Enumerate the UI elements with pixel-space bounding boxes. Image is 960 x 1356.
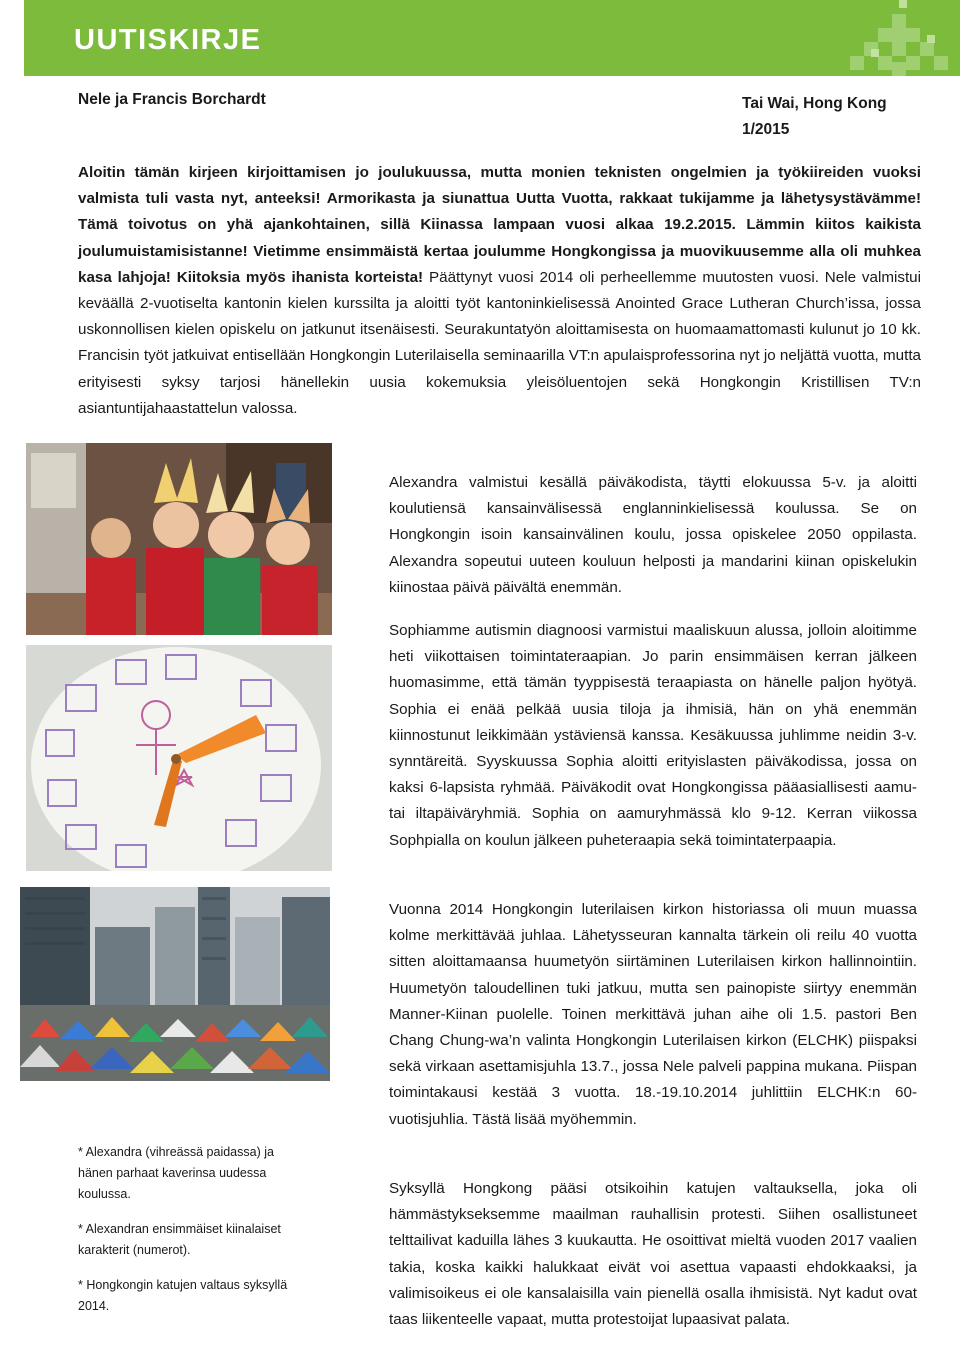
- intro-paragraph: [78, 160, 921, 422]
- caption-children: * Alexandra (vihreässä paidassa) ja hänen parhaat kaverinsa uudessa koulussa.: [78, 1145, 274, 1201]
- photo-captions: [78, 1142, 293, 1331]
- location-issue: [742, 91, 887, 143]
- pixel-cross-decoration-icon: [840, 0, 960, 76]
- paper-clock-photo: [26, 645, 332, 871]
- paragraph-protest: Syksyllä Hongkong pääsi otsikoihin katujen valtauksella, joka oli hämmästykseksemme maailman rauhallisin protesti. Siihen osallistuneet telttailivat kaduilla lähes 3 kuukautta. He osoittivat mieltä vuoden 2017 vaalien takia, koska kaikki halukkaat eivät voi asettua vapaasti ehdokkaaksi, ja valimisoikeus ei ole kansalaisilla vain pienellä osalla ihmisistä. Nyt kadut ovat taas liikenteelle vapaat, mutta protestoijat lupaasivat palata.: [389, 1180, 917, 1329]
- children-photo: [26, 443, 332, 635]
- paragraph-sophia: Sophiamme autismin diagnoosi varmistui maaliskuun alussa, jolloin aloitimme heti viikottaisen toimintateraapian. Jo parin ensimmäisen kerran jälkeen huomasimme, että tämän tyyppisestä teraapiasta on hänelle paljon hyötyä. Sophia ei enää pelkää uusia tiloja ja ihmisiä, hän on yhä enemmän kiinnostunut leikkimään ystäviensä kanssa. Kesäkuussa juhlimme neidin 3-v. synntäreitä. Syyskuussa Sophia aloitti erityislasten päiväkodissa, jossa on kaksi 6-lapsista ryhmää. Päiväkodit ovat Hongkongissa pääasiallisesti aamu- tai iltapäiväryhmiä. Sophia on aamuryhmässä klo 9-12. Kerran viikossa Sophpialla on koulun jälkeen puheteraapia sekä toimintaterpaapia.: [389, 622, 917, 849]
- newsletter-banner: [24, 0, 960, 76]
- issue-number: 1/2015: [742, 121, 790, 138]
- caption-characters: * Alexandran ensimmäiset kiinalaiset karakterit (numerot).: [78, 1222, 281, 1257]
- intro-normal-text: Päättynyt vuosi 2014 oli perheellemme muutosten vuosi. Nele valmistui keväällä 2-vuotiselta kantonin kielen kurssilta ja aloitti työt kantoninkielisessä Anointed Grace Lutheran Church’issa, jossa uskonnollisen kielen opiskelu on jatkunut itsenäisesti. Seurakuntatyön aloittamisesta on huomaamattomasti kulunut jo 10 kk. Francisin työt jatkuivat entisellään Hongkongin Luterilaisella seminaarilla VT:n apulaisprofessorina nyt jo neljättä vuotta, mutta erityisesti syksy tarjosi hänellekin uusia kokemuksia yleisöluentojen sekä Hongkongin Kristillisen TV:n asiantuntijahaastattelun valossa.: [78, 268, 921, 417]
- location: Tai Wai, Hong Kong: [742, 95, 887, 112]
- newsletter-title: UUTISKIRJE: [74, 24, 262, 56]
- intro-bold-text: Aloitin tämän kirjeen kirjoittamisen jo joulukuussa, mutta monien teknisten ongelmien ja työkiireiden vuoksi valmista tuli vasta nyt, anteeksi! Armorikasta ja siunattua Uutta Vuotta, rakkaat tukijamme ja lähetysystävämme! Tämä toivotus on yhä ajankohtainen, sillä Kiinassa lampaan vuosi alkaa 19.2.2015. Lämmin kiitos kaikista joulumuistamisistanne! Vietimme ensimmäistä kertaa joulumme Hongkongissa ja muovikuusemme alla oli muhkea kasa lahjoja! Kiitoksia myös ihanista korteista!: [78, 164, 921, 286]
- authors: Nele ja Francis Borchardt: [78, 91, 266, 108]
- paragraph-alexandra: Alexandra valmistui kesällä päiväkodista, täytti elokuussa 5-v. ja aloitti koulutiensä kansainvälisessä englanninkielisessä koulussa. Se on Hongkongin isoin kansainvälinen koulu, jossa opiskelee 2050 oppilasta. Alexandra sopeutui uuteen kouluun helposti ja mandarini kiinan opiskelukin kiinostaa päivä päivältä enemmän.: [389, 474, 917, 596]
- caption-protest: * Hongkongin katujen valtaus syksyllä 2014.: [78, 1278, 288, 1313]
- street-protest-photo: [20, 887, 330, 1081]
- paragraph-church: Vuonna 2014 Hongkongin luterilaisen kirkon historiassa oli muun muassa kolme merkittävää juhlaa. Lähetysseuran kannalta tärkein oli reilu 40 vuotta sitten aloittamaansa huumetyön siirtäminen Luterilaisen kirkon hallinnointiin. Huumetyön taloudellinen tuki jatkuu, mutta sen painopiste siirtyy enemmän Manner-Kiinan puolelle. Toinen merkittävä juhan aihe oli 1.5. pastori Ben Chang Chung-wa’n valinta Hongkongin Luterilaisen kirkon (ELCHK) piispaksi sekä virkaan asettamisjuhla 13.7., jossa Nele palveli pappina mukana. Piispan toimintakausi kestää 3 vuotta. 18.-19.10.2014 juhlittiin ELCHK:n 60-vuotisjuhlia. Tästä lisää myöhemmin.: [389, 901, 917, 1128]
